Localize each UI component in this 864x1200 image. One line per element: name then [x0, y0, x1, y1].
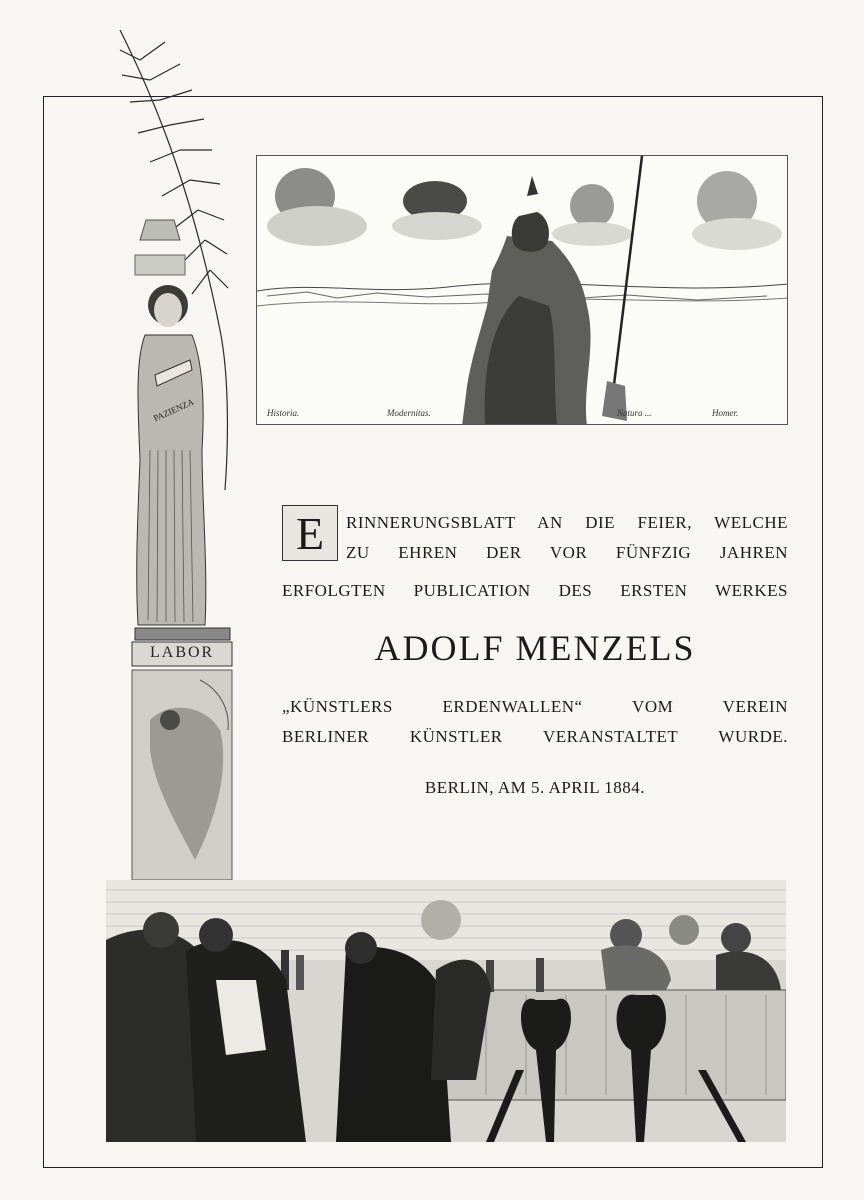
caption-natura: Natura ...: [617, 408, 652, 418]
date-line: BERLIN, AM 5. APRIL 1884.: [424, 778, 646, 797]
text-line-6: BERLINER KÜNSTLER VERANSTALTET WURDE.: [282, 727, 788, 746]
caption-homer: Homer.: [712, 408, 739, 418]
allegory-engraving: [110, 30, 250, 890]
text-line-2: ZU EHREN DER VOR FÜNFZIG JAHREN: [346, 543, 788, 562]
initial-letter: E: [295, 508, 325, 559]
caption-modernitas: Modernitas.: [387, 408, 431, 418]
decorated-initial: [282, 505, 338, 561]
pedestal-label: LABOR: [150, 644, 215, 661]
page-title: ADOLF MENZELS: [374, 628, 696, 668]
knight-engraving: [257, 156, 788, 425]
sash-label: PAZIENZA: [151, 396, 196, 424]
gathering-engraving: [106, 880, 786, 1142]
text-line-5: „KÜNSTLERS ERDENWALLEN“ VOM VEREIN: [282, 697, 788, 716]
left-column-allegory: [110, 30, 250, 890]
top-illustration-knight: [256, 155, 788, 425]
text-line-3: ERFOLGTEN PUBLICATION DES ERSTEN WERKES: [282, 581, 788, 600]
text-line-1: RINNERUNGSBLATT AN DIE FEIER, WELCHE: [346, 513, 788, 532]
caption-historia: Historia.: [267, 408, 300, 418]
bottom-illustration-gathering: [106, 880, 786, 1142]
